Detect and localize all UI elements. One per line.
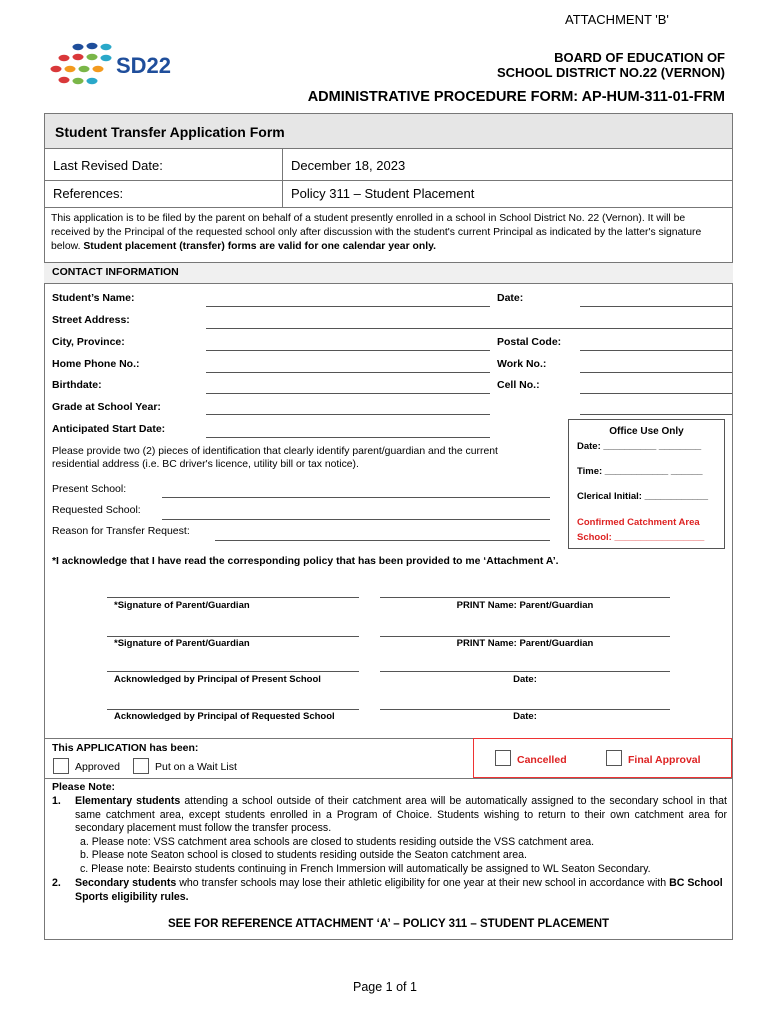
office-use-title: Office Use Only [609,426,684,437]
logo-dots-icon [51,43,112,84]
acknowledgement-statement: *I acknowledge that I have read the corresponding policy that has been provided to me ‘Attachment A’. [52,556,559,567]
city-province-label: City, Province: [52,336,125,348]
present-principal-line[interactable] [107,671,359,672]
note-1b: b. Please note Seaton school is closed to students residing outside the Seaton catchment area. [80,849,527,861]
requested-date-label: Date: [513,711,537,722]
sd22-logo [48,40,188,90]
note-1-bold: Elementary students [75,795,181,807]
intro-text: This application is to be filed by the parent on behalf of a student presently enrolled in a school in School District No. 22 (Vernon). It will be received by the Principal of the requested school only after discussion with the student's current Principal as indicated by the latter's signature below. [51,213,702,252]
office-clerical-initial: Clerical Initial: ____________ [577,491,708,502]
board-name-line1: BOARD OF EDUCATION OF [554,50,725,65]
reference-note: SEE FOR REFERENCE ATTACHMENT ‘A’ – POLICY 311 – STUDENT PLACEMENT [167,918,610,930]
print-name-label-1: PRINT Name: Parent/Guardian [456,600,594,611]
divider [44,778,733,779]
birthdate-field[interactable] [206,393,490,394]
note-1a: a. Please note: VSS catchment area schools are closed to students residing outside the VSS catchment area. [80,836,595,848]
divider [44,180,733,181]
attachment-label: ATTACHMENT 'B' [565,12,669,27]
page-number: Page 1 of 1 [353,980,417,994]
date-field[interactable] [580,306,732,307]
present-school-label: Present School: [52,483,127,495]
references-label: References: [53,186,124,201]
birthdate-label: Birthdate: [52,379,102,391]
wait-list-checkbox[interactable] [133,758,149,774]
work-no-field[interactable] [580,372,732,373]
print-name-line-1[interactable] [380,597,670,598]
requested-school-field[interactable] [162,519,550,520]
id-note: Please provide two (2) pieces of identification that clearly identify parent/guardian and the current residential address (i.e. BC driver's licence, utility bill or tax notice). [52,446,498,470]
postal-code-label: Postal Code: [497,336,562,348]
note-2-bold-2: BC School Sports eligibility rules. [75,877,723,903]
home-phone-field[interactable] [206,372,490,373]
office-date: Date: __________ ________ [577,441,702,452]
start-date-label: Anticipated Start Date: [52,423,166,435]
office-time: Time: ____________ ______ [577,466,703,477]
divider [44,207,733,208]
form-code: ADMINISTRATIVE PROCEDURE FORM: AP-HUM-311-01-FRM [307,89,725,105]
city-province-field[interactable] [206,350,490,351]
present-principal-label: Acknowledged by Principal of Present School [114,674,321,685]
requested-principal-line[interactable] [107,709,359,710]
office-catchment-label: Confirmed Catchment Area [577,517,700,528]
note-1-number: 1. [52,795,61,807]
wait-list-label: Put on a Wait List [155,761,237,773]
blank-field[interactable] [580,414,732,415]
approved-label: Approved [75,761,120,773]
note-2-text: who transfer schools may lose their athletic eligibility for one year at their new school in accordance with [176,877,670,889]
note-1 [75,795,727,836]
logo-text: SD22 [116,53,172,78]
print-name-label-2: PRINT Name: Parent/Guardian [456,638,594,649]
print-name-line-2[interactable] [380,636,670,637]
intro-paragraph [51,212,727,254]
requested-school-label: Requested School: [52,504,141,516]
requested-principal-label: Acknowledged by Principal of Requested School [114,711,335,722]
work-no-label: Work No.: [497,358,547,370]
divider [44,738,473,739]
grade-field[interactable] [206,414,490,415]
note-2 [75,877,727,904]
office-school-field: School: _________________ [577,532,705,543]
revised-date-label: Last Revised Date: [53,158,163,173]
signature-label-2: *Signature of Parent/Guardian [114,638,250,649]
cell-no-field[interactable] [580,393,732,394]
office-use-box [568,419,725,549]
final-approval-label: Final Approval [628,754,701,766]
form-title: Student Transfer Application Form [55,124,285,140]
signature-line-1[interactable] [107,597,359,598]
revised-date-value: December 18, 2023 [291,158,406,173]
postal-code-field[interactable] [580,350,732,351]
cancelled-label: Cancelled [517,754,567,766]
student-name-label: Student’s Name: [52,292,135,304]
note-1c: c. Please note: Beairsto students continuing in French Immersion will automatically be assigned to WL Seaton Secondary. [80,863,651,875]
intro-bold: Student placement (transfer) forms are valid for one calendar year only. [83,241,436,252]
street-address-field[interactable] [206,328,732,329]
note-2-number: 2. [52,877,61,889]
application-status-heading: This APPLICATION has been: [52,742,199,754]
home-phone-label: Home Phone No.: [52,358,140,370]
final-approval-checkbox[interactable] [606,750,622,766]
reason-label: Reason for Transfer Request: [52,525,190,537]
note-2-bold: Secondary students [75,877,177,889]
signature-label-1: *Signature of Parent/Guardian [114,600,250,611]
cell-no-label: Cell No.: [497,379,540,391]
references-value: Policy 311 – Student Placement [291,186,475,201]
approved-checkbox[interactable] [53,758,69,774]
present-school-field[interactable] [162,497,550,498]
note-1-text: attending a school outside of their catchment area will be automatically assigned to the secondary school in that same catchment area, except students enrolled in a Program of Choice. Students wishing to return to their own catchment area for secondary placement must follow the transfer process. [75,795,727,834]
divider [282,149,283,207]
requested-date-line[interactable] [380,709,670,710]
signature-line-2[interactable] [107,636,359,637]
board-name-line2: SCHOOL DISTRICT NO.22 (VERNON) [496,65,725,80]
present-date-label: Date: [513,674,537,685]
reason-field[interactable] [215,540,550,541]
start-date-field[interactable] [206,437,490,438]
grade-label: Grade at School Year: [52,401,161,413]
present-date-line[interactable] [380,671,670,672]
street-address-label: Street Address: [52,314,130,326]
student-name-field[interactable] [206,306,490,307]
contact-section-title: CONTACT INFORMATION [52,266,179,278]
date-label: Date: [497,292,524,304]
cancelled-checkbox[interactable] [495,750,511,766]
notes-heading: Please Note: [52,781,116,793]
